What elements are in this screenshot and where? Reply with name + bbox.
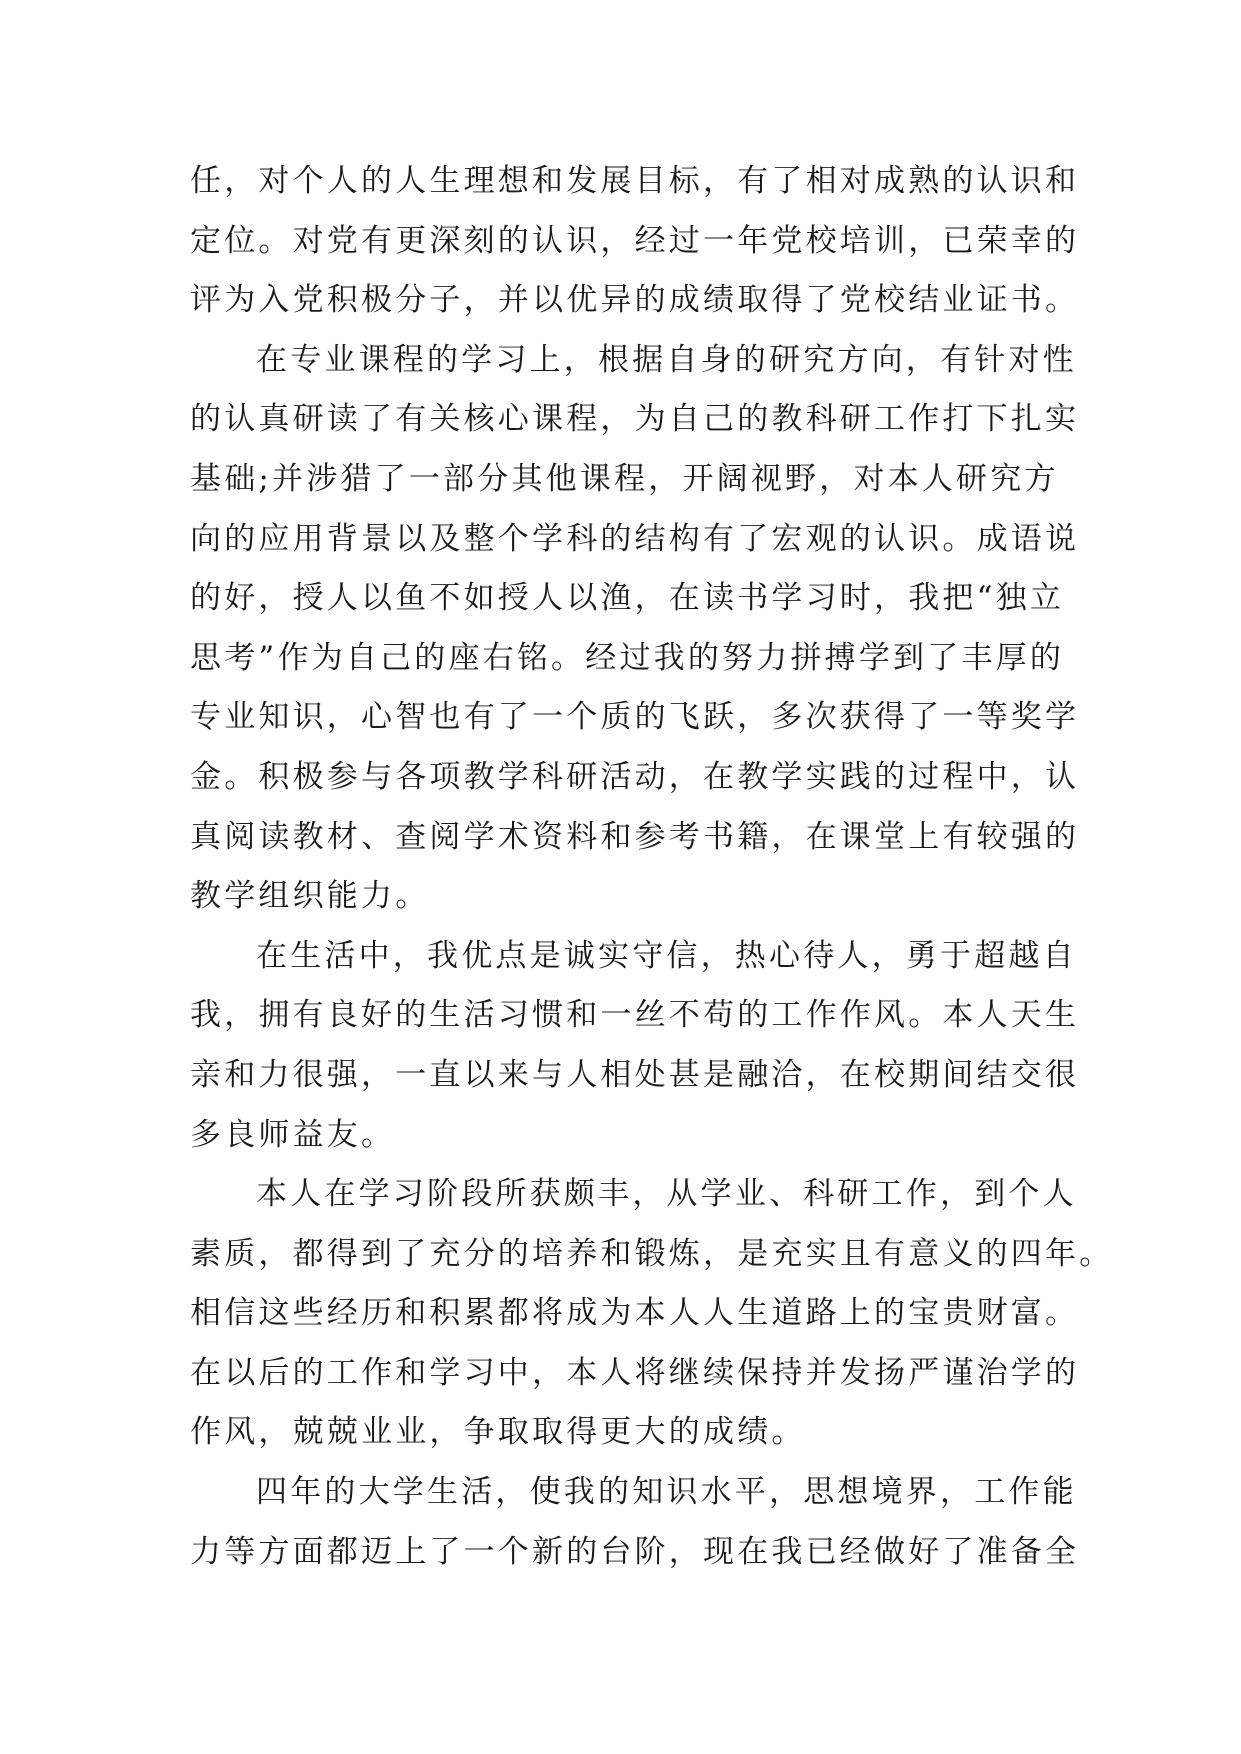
text-line: 思考”作为自己的座右铭。经过我的努力拼搏学到了丰厚的 <box>190 639 1065 676</box>
text-line: 作风，兢兢业业，争取取得更大的成绩。 <box>190 1414 806 1451</box>
paragraph-start-line: 本人在学习阶段所获颇丰，从学业、科研工作，到个人 <box>256 1176 1077 1213</box>
text-line: 基础;并涉猎了一部分其他课程，开阔视野，对本人研究方 <box>190 460 1059 497</box>
paragraph-start-line: 在生活中，我优点是诚实守信，热心待人，勇于超越自 <box>256 937 1077 974</box>
text-line: 素质，都得到了充分的培养和锻炼，是充实且有意义的四年。 <box>190 1235 1114 1272</box>
text-line: 教学组织能力。 <box>190 878 430 915</box>
text-line: 在以后的工作和学习中，本人将继续保持并发扬严谨治学的 <box>190 1354 1080 1391</box>
text-line: 评为入党积极分子，并以优异的成绩取得了党校结业证书。 <box>190 282 1080 319</box>
text-line: 向的应用背景以及整个学科的结构有了宏观的认识。成语说 <box>190 520 1080 557</box>
paragraph-start-line: 在专业课程的学习上，根据自身的研究方向，有针对性 <box>256 341 1077 378</box>
text-line: 任，对个人的人生理想和发展目标，有了相对成熟的认识和 <box>190 163 1080 199</box>
text-line: 多良师益友。 <box>190 1116 396 1153</box>
text-line: 的认真研读了有关核心课程，为自己的教科研工作打下扎实 <box>190 401 1080 438</box>
text-line: 真阅读教材、查阅学术资料和参考书籍，在课堂上有较强的 <box>190 818 1080 855</box>
text-line: 金。积极参与各项教学科研活动，在教学实践的过程中，认 <box>190 758 1080 795</box>
text-line: 专业知识，心智也有了一个质的飞跃，多次获得了一等奖学 <box>190 699 1080 736</box>
text-line: 定位。对党有更深刻的认识，经过一年党校培训，已荣幸的 <box>190 222 1080 259</box>
body-text <box>190 152 1114 1582</box>
text-line: 相信这些经历和积累都将成为本人人生道路上的宝贵财富。 <box>190 1295 1080 1332</box>
paragraph-start-line: 四年的大学生活，使我的知识水平，思想境界，工作能 <box>256 1474 1077 1511</box>
text-line: 亲和力很强，一直以来与人相处甚是融洽，在校期间结交很 <box>190 1056 1080 1093</box>
text-line: 的好，授人以鱼不如授人以渔，在读书学习时，我把“独立 <box>190 580 1065 617</box>
text-line: 力等方面都迈上了一个新的台阶，现在我已经做好了准备全 <box>190 1533 1080 1570</box>
text-line: 我，拥有良好的生活习惯和一丝不苟的工作作风。本人天生 <box>190 997 1080 1034</box>
